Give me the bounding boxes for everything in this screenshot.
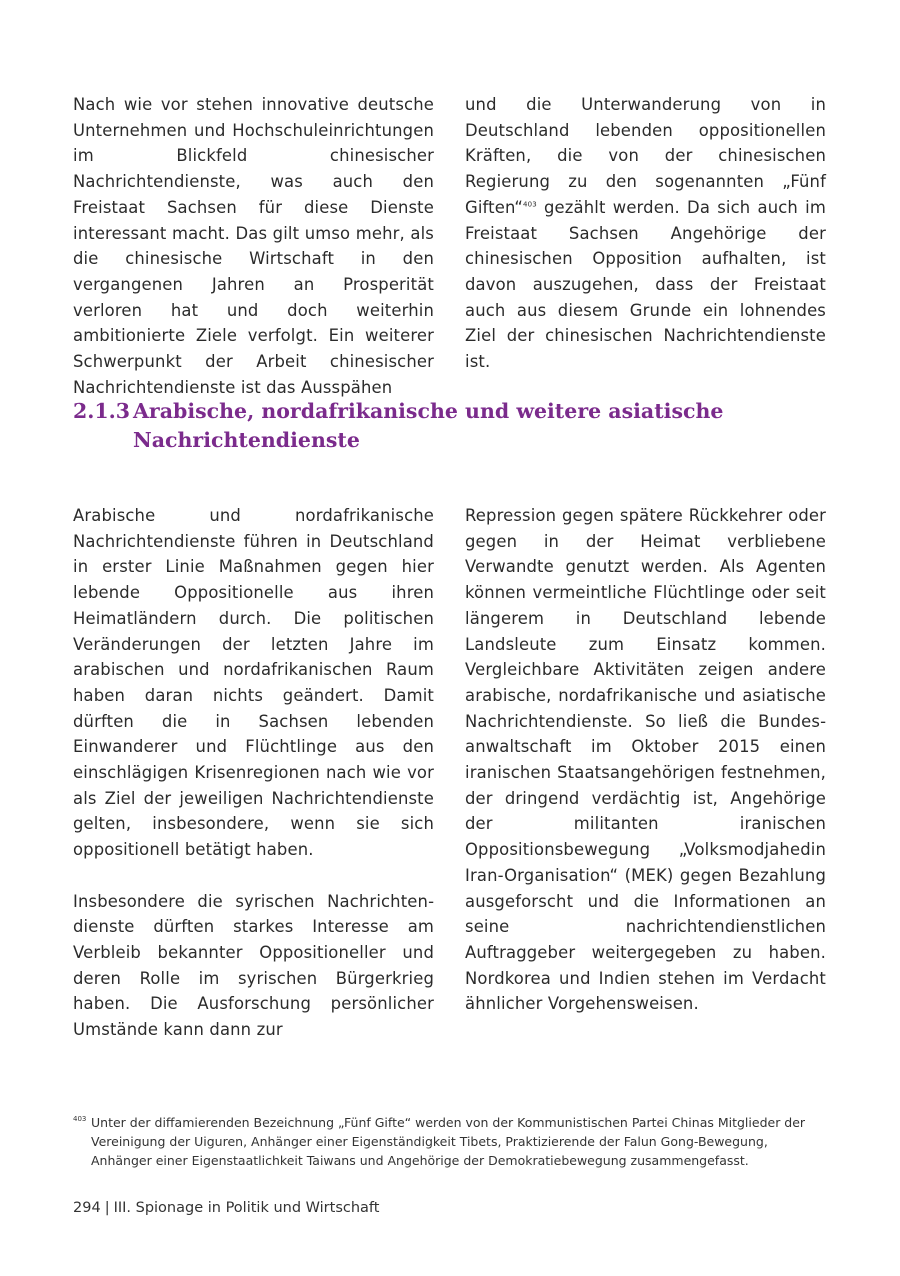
body-paragraph: Nach wie vor stehen innovative deutsche Unternehmen und Hochschuleinrichtungen im Blickfeld chinesischer Nachrichtendienste, was auch den Freistaat Sachsen für diese Dienste interessant macht. Das gilt umso mehr, als die chinesische Wirtschaft in den vergangenen Jahren an Prosperität verloren hat und doch weiterhin ambitionierte Ziele verfolgt. Ein weiterer Schwerpunkt der Arbeit chinesischer Nachrichtendienste ist das Ausspähen — [73, 95, 434, 397]
body-paragraph: Insbesondere die syrischen Nachrichtendienste dürften starkes Interesse am Verbleib bekannter Oppositioneller und deren Rolle im syrischen Bürgerkrieg haben. Die Ausforschung persönlicher Umstände kann dann zur — [73, 891, 434, 1040]
footer-separator: | — [104, 1200, 110, 1216]
body-paragraph: Repression gegen spätere Rückkehrer oder gegen in der Heimat verbliebene Verwandte genutzt werden. Als Agenten können vermeintliche Flüchtlinge oder seit längerem in Deutschland lebende Landsleute zum Einsatz kommen. Vergleichbare Aktivitäten zeigen andere arabische, nordafrikanische und asiatische Nachrichtendienste. So ließ die Bundesanwaltschaft im Oktober 2015 einen iranischen Staatsangehörigen festnehmen, der dringend verdächtig ist, Angehörige der militanten iranischen Oppositionsbewegung „Volksmodjahedin Iran-Organisation“ (MEK) gegen Bezahlung ausgeforscht und die Informationen an seine nachrichtendienstlichen Auftraggeber weitergegeben zu haben. Nordkorea und Indien stehen im Verdacht ähnlicher Vorgehensweisen. — [465, 506, 826, 1014]
section-number: 2.1.3 — [73, 399, 131, 423]
page-number: 294 — [73, 1200, 101, 1216]
footnote-text: Unter der diffamierenden Bezeichnung „Fünf Gifte“ werden von der Kommunistischen Partei Chinas Mitglieder der Vereinigung der Uiguren, Anhänger einer Eigenständigkeit Tibets, Praktizierende der Falun Gong-Bewegung, Anhänger einer Eigenstaatlichkeit Taiwans und Angehörige der Demokratiebewegung zusammengefasst. — [91, 1115, 806, 1168]
section-right-column — [465, 503, 826, 1017]
chapter-title: III. Spionage in Politik und Wirtschaft — [113, 1200, 380, 1216]
footnote-number: 403 — [73, 1115, 87, 1123]
page-footer — [73, 1198, 379, 1218]
section-title-line1: Arabische, nordafrikanische und weitere asiatische — [133, 399, 724, 423]
paragraph-text: gezählt werden. Da sich auch im Freistaat Sachsen Angehörige der chinesischen Opposition aufhalten, ist davon auszugehen, dass der Freistaat auch aus diesem Grunde ein lohnendes Ziel der chinesischen Nachrichtendienste ist. — [465, 197, 826, 372]
body-paragraph — [465, 92, 826, 375]
section-title-line2: Nachrichtendienste — [133, 428, 360, 452]
body-paragraph: Arabische und nordafrikanische Nachrichtendienste führen in Deutschland in erster Linie Maßnahmen gegen hier lebende Oppositionelle aus ihren Heimatländern durch. Die politischen Veränderungen der letzten Jahre im arabischen und nordafrikanischen Raum haben daran nichts geändert. Damit dürften die in Sachsen lebenden Einwanderer und Flüchtlinge aus den einschlägigen Krisenregionen nach wie vor als Ziel der jeweiligen Nachrichtendienste gelten, insbesondere, wenn sie sich oppositionell betätigt haben. — [73, 506, 434, 860]
footnote — [73, 1113, 828, 1170]
section-heading — [73, 397, 773, 455]
top-left-column — [73, 92, 434, 400]
paragraph-text: und die Unterwanderung von in Deutschland lebenden oppositionellen Kräften, die von der chinesischen Regierung zu den sogenannten „Fünf Giften“ — [465, 95, 826, 217]
footnote-reference[interactable]: 403 — [522, 200, 537, 209]
top-right-column — [465, 92, 826, 375]
section-left-column — [73, 503, 434, 1043]
